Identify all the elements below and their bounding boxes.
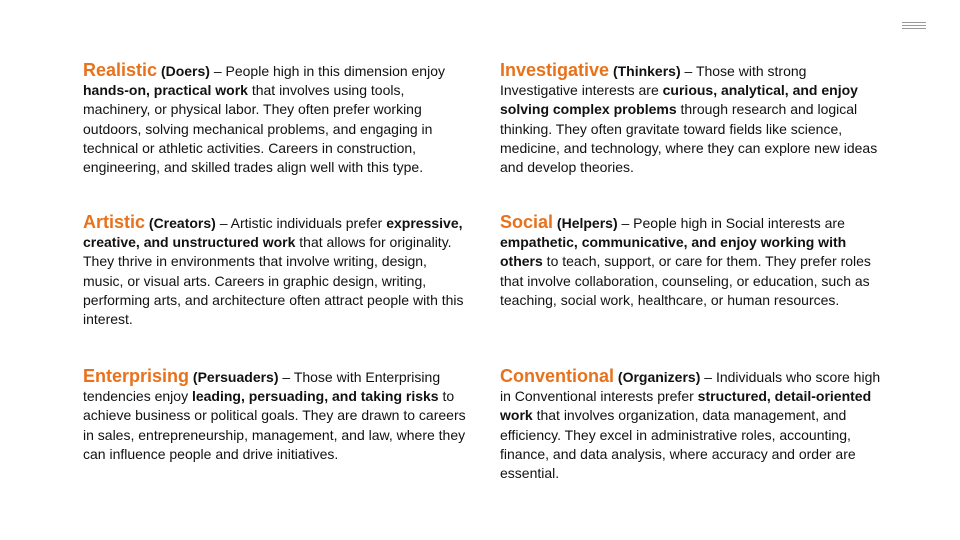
block-title: Artistic [83, 212, 146, 232]
artistic-block [83, 213, 467, 329]
block-text: that involves using tools, machinery, or physical labor. They often prefer working outdoors, solving mechanical problems, and engaging in technical or athletic activities. Careers in construction, engineering, and skilled trades align well with this type. [83, 82, 433, 176]
block-text: that involves organization, data management, and efficiency. They excel in administrative roles, accounting, finance, and data analysis, where accuracy and order are essential. [500, 407, 856, 482]
block-title: Realistic [83, 60, 158, 80]
block-role: (Helpers) [556, 215, 618, 231]
block-highlight: structured, detail-oriented work [500, 388, 872, 424]
block-role: (Organizers) [617, 369, 701, 385]
enterprising-block [83, 367, 467, 464]
block-role: (Thinkers) [612, 63, 681, 79]
block-highlight: curious, analytical, and enjoy solving complex problems [500, 82, 858, 118]
block-title: Conventional [500, 366, 615, 386]
block-text: to teach, support, or care for them. They prefer roles that involve collaboration, counseling, or education, such as teaching, social work, healthcare, or human resources. [500, 253, 871, 308]
block-role: (Creators) [148, 215, 216, 231]
block-text: through research and logical thinking. They often gravitate toward fields like science, medicine, and technology, where they can explore new ideas and develop theories. [500, 101, 878, 176]
block-text: to achieve business or political goals. They are drawn to careers in sales, entrepreneurship, management, and law, where they can influence people and drive initiatives. [83, 388, 466, 462]
block-role: (Doers) [160, 63, 210, 79]
block-text: that allows for originality. They thrive in environments that involve writing, design, music, or visual arts. Careers in graphic design, writing, performing arts, and architecture often attract people with this interest. [83, 234, 464, 328]
investigative-block [500, 61, 884, 177]
social-block [500, 213, 884, 310]
block-title: Investigative [500, 60, 610, 80]
block-role: (Persuaders) [192, 369, 279, 385]
block-text: – Individuals who score high in Conventional interests prefer [500, 369, 881, 405]
block-highlight: leading, persuading, and taking risks [191, 388, 439, 405]
block-text: – Artistic individuals prefer [215, 215, 387, 231]
block-text: – People high in Social interests are [617, 215, 845, 231]
block-highlight: expressive, creative, and unstructured work [83, 215, 463, 251]
block-highlight: hands-on, practical work [83, 82, 248, 99]
block-title: Enterprising [83, 366, 190, 386]
hamburger-menu-icon[interactable] [902, 21, 926, 31]
block-highlight: empathetic, communicative, and enjoy working with others [500, 234, 847, 270]
block-text: – Those with strong Investigative interests are [500, 63, 807, 99]
block-text: – Those with Enterprising tendencies enjoy [83, 369, 441, 405]
block-text: – People high in this dimension enjoy [209, 63, 445, 79]
block-title: Social [500, 212, 554, 232]
realistic-block [83, 61, 467, 177]
conventional-block [500, 367, 884, 483]
